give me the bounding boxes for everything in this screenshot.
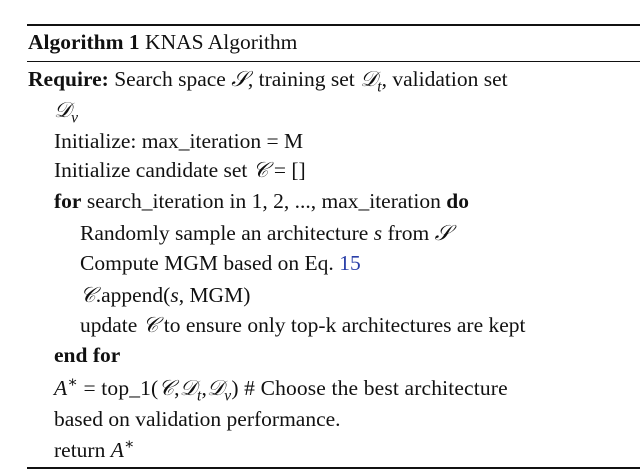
- append-line: [80, 280, 640, 311]
- comma: ,: [201, 376, 207, 400]
- subscript-v: v: [71, 109, 79, 127]
- require-text: , training set: [247, 67, 361, 91]
- search-space-symbol: 𝒮: [434, 221, 452, 246]
- return-keyword: return: [54, 438, 111, 462]
- validation-set-symbol: 𝒟: [54, 98, 72, 123]
- do-keyword: do: [446, 189, 469, 213]
- init-candidate-line: [54, 155, 640, 186]
- for-line: [54, 186, 640, 217]
- algorithm-caption: [28, 27, 640, 58]
- sample-text: Randomly sample an architecture: [80, 221, 374, 245]
- subscript-t: t: [197, 387, 202, 405]
- algorithm-label: Algorithm 1: [28, 30, 140, 54]
- caption-rule: [27, 61, 640, 62]
- var-s: s: [170, 283, 179, 307]
- init-iteration-line: Initialize: max_iteration = M: [54, 129, 304, 153]
- subscript-t: t: [377, 78, 382, 96]
- train-set-symbol: 𝒟: [179, 376, 197, 401]
- end-for-line: end for: [54, 343, 121, 367]
- var-s: s: [373, 221, 383, 245]
- require-text: Search space: [114, 67, 232, 91]
- for-text: search_iteration in 1, 2, ..., max_iteration: [81, 189, 447, 213]
- subscript-v: v: [224, 387, 232, 405]
- astar-text: ): [231, 376, 239, 400]
- comma: ,: [174, 376, 180, 400]
- compute-line: [80, 248, 640, 279]
- superscript-star: ∗: [67, 373, 78, 391]
- require-continuation: [54, 95, 640, 126]
- update-text: update: [80, 313, 143, 337]
- require-line: [28, 64, 640, 95]
- init-text: = []: [268, 158, 306, 182]
- update-text: to ensure only top-k architectures are kept: [158, 313, 526, 337]
- update-line: [80, 310, 640, 341]
- return-line: [54, 435, 640, 466]
- comment-text: # Choose the best architecture: [238, 376, 508, 400]
- for-keyword: for: [54, 189, 82, 213]
- candidate-set-symbol: 𝒞: [80, 283, 96, 308]
- candidate-set-symbol: 𝒞: [158, 376, 175, 401]
- var-a: A: [110, 438, 124, 462]
- superscript-star: ∗: [123, 435, 135, 453]
- top-rule: [27, 24, 640, 26]
- train-set-symbol: 𝒟: [360, 67, 378, 92]
- astar-line: [54, 373, 640, 404]
- bottom-rule: [27, 467, 640, 469]
- candidate-set-symbol: 𝒞: [252, 158, 269, 183]
- search-space-symbol: 𝒮: [231, 67, 248, 92]
- sample-text: from: [382, 221, 435, 245]
- algorithm-title: KNAS Algorithm: [145, 30, 298, 54]
- equation-ref-link[interactable]: 15: [339, 251, 361, 275]
- compute-text: Compute MGM based on Eq.: [80, 251, 340, 275]
- astar-continuation: based on validation performance.: [54, 407, 341, 431]
- validation-set-symbol: 𝒟: [206, 376, 225, 401]
- sample-line: [80, 218, 640, 249]
- append-text: , MGM): [178, 283, 251, 307]
- candidate-set-symbol: 𝒞: [142, 313, 159, 338]
- require-text: , validation set: [381, 67, 508, 91]
- init-text: Initialize candidate set: [54, 158, 253, 182]
- append-text: .append(: [95, 283, 171, 307]
- astar-text: = top_1(: [77, 376, 159, 400]
- var-a: A: [54, 376, 68, 400]
- require-keyword: Require:: [28, 67, 109, 91]
